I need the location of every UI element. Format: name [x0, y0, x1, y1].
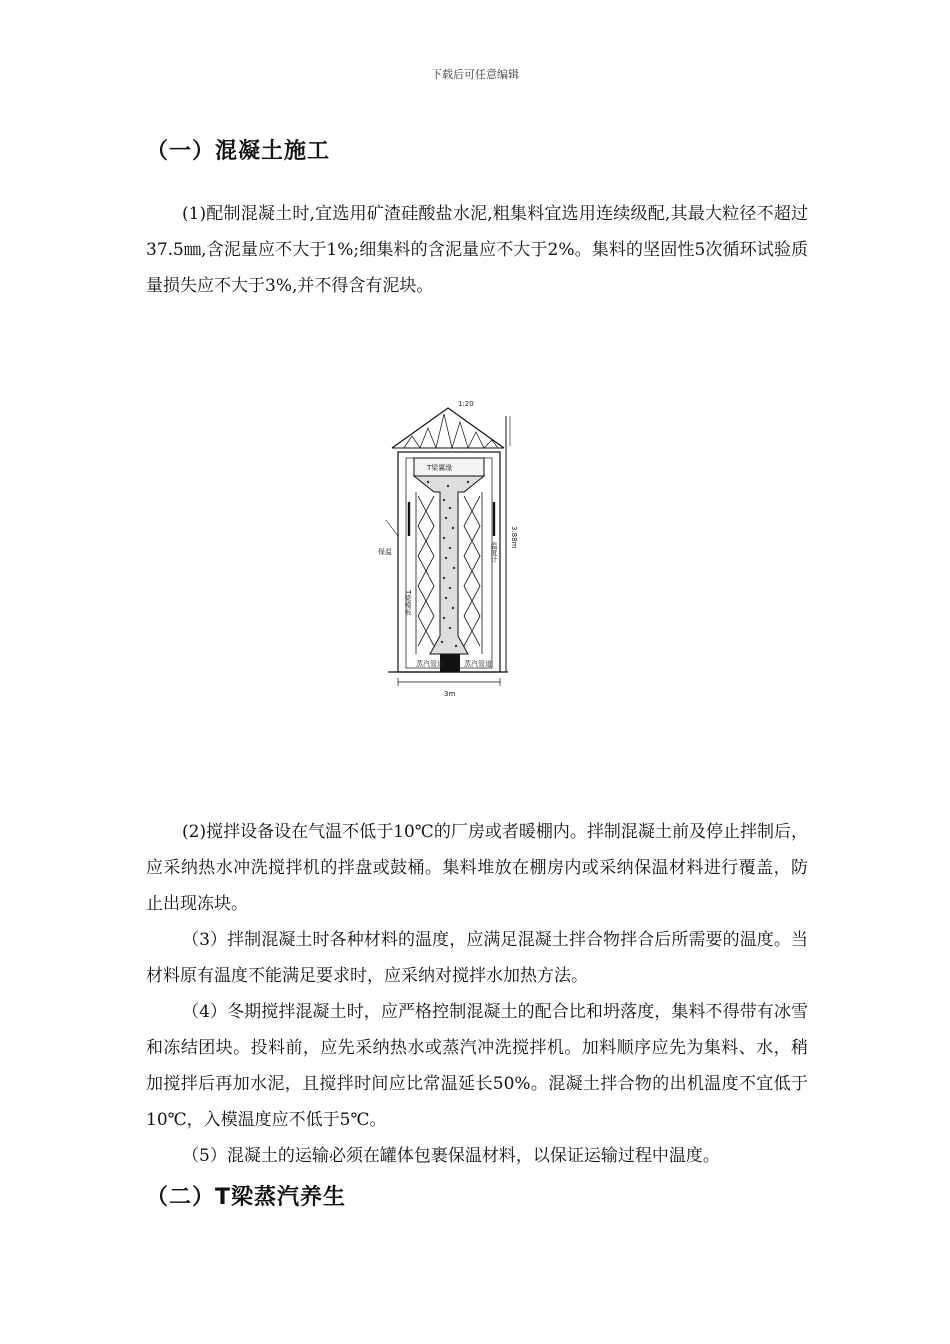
section-heading-steam-curing: （二）T梁蒸汽养生: [146, 1185, 347, 1210]
beam-flange-label: T梁翼缘: [427, 464, 453, 472]
paragraph-1: (1)配制混凝土时,宜选用矿渣硅酸盐水泥,粗集料宜选用连续级配,其最大粒径不超过37.5㎜,含泥量应不大于1%;细集料的含泥量应不大于2%。集料的坚固性5次循环试验质量损失应不大于3%,并不得含有泥块。: [146, 204, 808, 296]
width-dimension: 3m: [444, 690, 456, 698]
thermometer-label: 温度计: [490, 542, 498, 563]
paragraph-4: （4）冬期搅拌混凝土时，应严格控制混凝土的配合比和坍落度，集料不得带有冰雪和冻结团块。投料前，应先采纳热水或蒸汽冲洗搅拌机。加料顺序应先为集料、水，稍加搅拌后再加水泥，且搅拌时间应比常温延长50%。混凝土拌合物的出机温度不宜低于10℃，入模温度应不低于5℃。: [146, 1002, 808, 1130]
steam-pipe-left-label: 蒸汽管道: [416, 660, 444, 668]
paragraph-2: (2)搅拌设备设在气温不低于10℃的厂房或者暖棚内。拌制混凝土前及停止拌制后，应采纳热水冲洗搅拌机的拌盘或鼓桶。集料堆放在棚房内或采纳保温材料进行覆盖，防止出现冻块。: [146, 822, 808, 914]
height-dimension: 3.88m: [510, 526, 518, 549]
steam-curing-diagram: [378, 396, 520, 708]
section-heading-concrete: （一）混凝土施工: [146, 139, 331, 164]
header-note: 下载后可任意编辑: [431, 68, 519, 81]
steam-pipe-right-label: 蒸汽管道: [464, 660, 492, 668]
formwork-label: T梁模板: [404, 590, 412, 616]
side-label: 保温: [378, 548, 392, 556]
paragraph-3: （3）拌制混凝土时各种材料的温度，应满足混凝土拌合物拌合后所需要的温度。当材料原有温度不能满足要求时，应采纳对搅拌水加热方法。: [146, 930, 808, 986]
paragraph-5: （5）混凝土的运输必须在罐体包裹保温材料，以保证运输过程中温度。: [182, 1146, 720, 1166]
roof-label: 1:20: [458, 400, 474, 408]
